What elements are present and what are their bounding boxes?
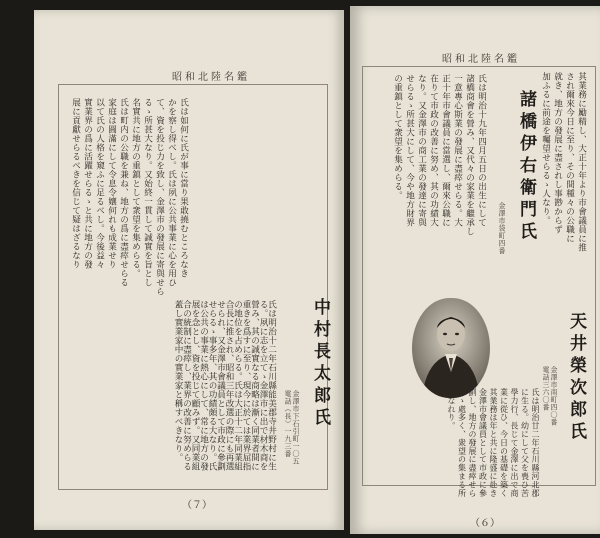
text-column: 正十年市會議員に當選し、爾來公職に	[440, 74, 451, 227]
text-column: 氏は明治十九年四月五日の出生にして	[476, 74, 487, 227]
text-column: 業に從ひ、今日の基礎を築く	[499, 388, 509, 498]
person-address: 金澤市南町四〇番	[550, 366, 558, 426]
text-column: 營み、其の誠實なる商略は漸く同業者間に	[249, 300, 260, 471]
text-column: となれり。	[447, 388, 456, 430]
text-column: るゝ所甚大なり。又始終一貫して誠實を旨とし	[142, 98, 153, 287]
text-column: て、資を投じ力を致し、金澤市の發展に寄與せら	[154, 98, 165, 296]
person-name: 天井榮次郎氏	[566, 312, 586, 444]
portrait-photo	[412, 298, 490, 398]
text-column: 氏は町内の公職を兼ね、地方の爲に盡瘁せらる	[118, 98, 129, 287]
text-column: 氏は如何に氏が事に當り果敢撓むところなき	[178, 98, 189, 278]
text-column: 合長に推され、昭和三年改選の際にも再選	[224, 300, 234, 471]
text-column: 名實共に地方の重鎮として衆望を集めらる。	[130, 98, 141, 278]
text-column: 劃し、地方の發展に盡瘁せら	[468, 388, 477, 498]
text-column: 在りて市政の改善に努め、其の功績大	[428, 74, 439, 227]
text-column: せらるゝ所甚大にして、今や地方財界	[404, 74, 415, 227]
text-column: かを察し得べし。氏は夙に公共事業に心を用ひ	[166, 98, 177, 287]
text-column: 就き、地方の發展に盡されし事尠からず	[552, 72, 563, 234]
running-head-right: 昭和北陸名鑑	[442, 54, 520, 65]
person-address: 金澤市下石引町一〇五	[292, 390, 300, 465]
text-column: せられ、又金澤市會議員として市政に參劃	[215, 300, 226, 471]
text-column: 合の統制に盡瘁し、業界の改善に努めらる	[181, 300, 192, 471]
text-column: 其業務は年と共に隆盛に赴き	[489, 388, 498, 498]
text-column: 展を念とし、資を投じて顧みず。又同業組	[190, 300, 200, 471]
text-column: 氏は明治廿二年石川縣河北郡	[531, 388, 540, 498]
person-phone: 電話（長）一九三番	[284, 390, 292, 458]
text-column: され爾來今日に至り、その間種々の公職に	[564, 72, 575, 243]
text-column: 加ふるに前途を囑望せらるゝ人なり。	[540, 72, 551, 225]
person-address: 金澤市袋町四番	[498, 202, 506, 255]
text-column: の地位を占めらる。氏は大正十二年同業組	[232, 300, 243, 471]
person-name: 諸橋伊右衛門氏	[516, 90, 536, 244]
text-column: 以て氏の人格を窺ふに足るべし。今後益々	[94, 98, 105, 269]
text-column: 家庭は圓滿にして令息令孃何れも成業せり	[106, 98, 117, 269]
text-column: るゝ處多く、衆望の集まる所	[457, 388, 467, 498]
running-head-left: 昭和北陸名鑑	[172, 72, 250, 83]
text-column: 金澤市會議員として市政に參	[478, 388, 488, 498]
text-column: 氏は明治十二年石川縣能美郡寺井野村に生	[266, 300, 277, 471]
person-phone: 電話三六〇番	[542, 366, 550, 411]
text-column: 其業務に勵精し、大正十年より市會議員に推	[576, 72, 587, 252]
person-name: 中村長太郎氏	[310, 298, 330, 430]
portrait-image	[412, 298, 490, 398]
text-column: 實業界の爲に活躍せらるゝと共に地方の發	[82, 98, 93, 269]
left-page	[34, 10, 344, 530]
text-column: 諸橋商會を營み、又代々の家業を繼承し	[464, 74, 475, 236]
text-column: 學力行、長じて金澤に出で商	[510, 388, 519, 498]
text-column: 蓋し實業家中の實業家と稱すべきなり。	[173, 300, 183, 462]
text-column: 重きを爲すに至り、現今に於ては業界屈指	[241, 300, 251, 471]
page-number-left: （７）	[182, 500, 212, 511]
text-column: 一意專心斯業の發展に盡瘁せらる。大	[452, 74, 463, 227]
right-page	[350, 6, 600, 534]
text-column: の重鎮として衆望を集めらる。	[392, 74, 403, 200]
text-column: は公共の事業に熱心にして、常に地方の發	[198, 300, 209, 471]
text-column: に生る。幼にして父を喪ひ苦	[520, 388, 530, 498]
text-column: 展に貢獻せらるべきを信じて疑はざるなり	[70, 98, 81, 269]
text-column: なり。又金澤市の商工業の發達に寄與	[416, 74, 427, 227]
text-column: る。夙に志を立てゝ金澤市に出で材木商を	[258, 300, 268, 471]
page-number-right: （６）	[470, 518, 500, 529]
text-column: せらるゝ事多年、其の功績頗る大なり。氏	[207, 300, 217, 471]
